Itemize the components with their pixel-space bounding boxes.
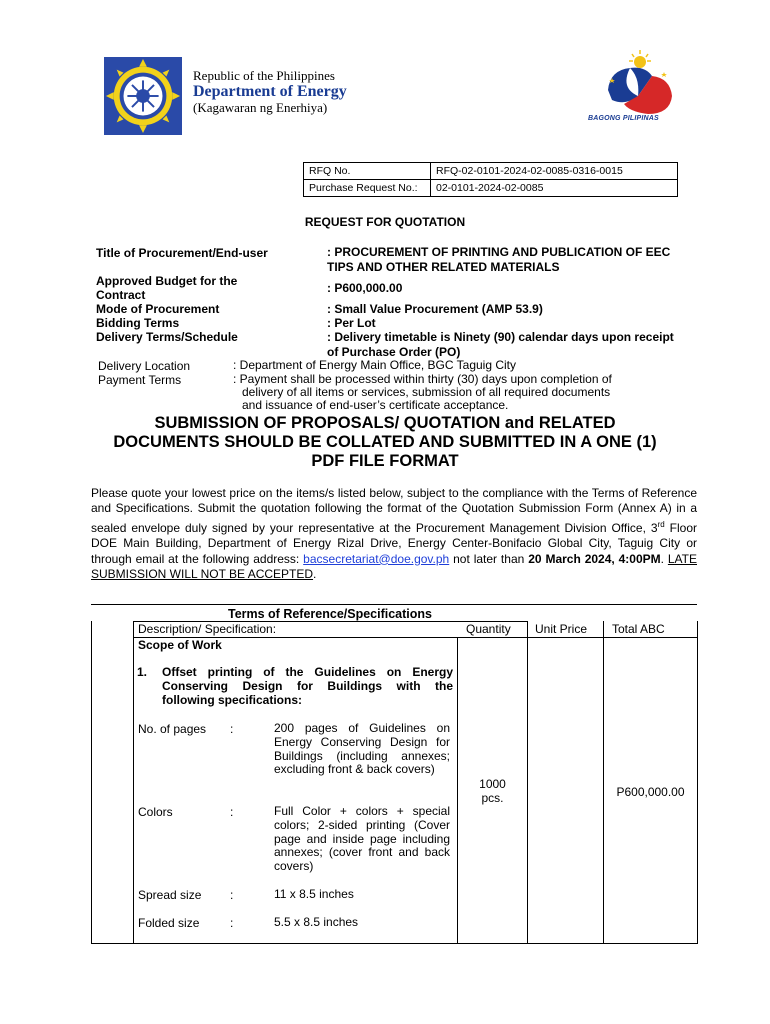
- instructions-part1: Please quote your lowest price on the items/s listed below, subject to the compliance with the Terms of Reference and Specifications. Submit the quotation following the format of the Quotation Submission Form (Annex A) in a sealed envelope duly signed by your representative at the Procurement Management Division Office, 3: [91, 486, 697, 535]
- kagawaran-label: (Kagawaran ng Enerhiya): [193, 100, 328, 115]
- page-title: REQUEST FOR QUOTATION: [304, 215, 466, 229]
- payment-terms-label: Payment Terms: [98, 373, 182, 387]
- instructions-part4: .: [660, 551, 668, 566]
- payment-terms-line2: delivery of all items or services, submission of all required documents: [242, 385, 611, 399]
- header-quantity: Quantity: [466, 622, 511, 636]
- mode-of-procurement-label: Mode of Procurement: [96, 302, 220, 316]
- delivery-terms-value: : Delivery timetable is Ninety (90) calendar days upon receipt of Purchase Order (PO): [327, 330, 674, 359]
- payment-terms-line3: and issuance of end-user’s certificate acceptance.: [242, 398, 509, 412]
- republic-label: Republic of the Philippines: [193, 68, 335, 83]
- total-abc-value: P600,000.00: [616, 785, 685, 799]
- spec-value-folded: 5.5 x 8.5 inches: [274, 915, 359, 929]
- rfq-number-label: RFQ No.: [304, 163, 431, 180]
- table-top-rule: [91, 604, 697, 605]
- submission-notice: [0, 414, 770, 471]
- abc-label-line2: Contract: [96, 288, 146, 302]
- title-of-procurement-value: : PROCUREMENT OF PRINTING AND PUBLICATION OF EEC TIPS AND OTHER RELATED MATERIALS: [327, 245, 671, 274]
- payment-terms-line1: : Payment shall be processed within thirty (30) days upon completion of: [233, 372, 612, 386]
- quantity-unit: pcs.: [481, 791, 504, 805]
- spec-colon-folded: :: [230, 916, 234, 930]
- table-quantity-right-border: [527, 621, 528, 944]
- header-unit-price: Unit Price: [535, 622, 588, 636]
- table-desc-left-border: [133, 621, 134, 944]
- bagong-pilipinas-label: BAGONG PILIPINAS: [588, 115, 659, 122]
- submission-line3: PDF FILE FORMAT: [311, 452, 459, 470]
- payment-terms-value: [233, 373, 693, 412]
- bidding-terms-label: Bidding Terms: [96, 316, 180, 330]
- spec-label-colors: Colors: [138, 805, 173, 819]
- spec-label-folded: Folded size: [138, 916, 200, 930]
- delivery-terms-label: Delivery Terms/Schedule: [96, 330, 238, 344]
- spec-value-colors: Full Color + colors + special colors; 2-sided printing (Cover page and inside page including annexes; (cover front and back covers): [274, 804, 450, 874]
- late-submission-notice: LATE SUBMISSION WILL NOT BE ACCEPTED: [91, 551, 697, 582]
- rfq-number-row: [304, 163, 678, 180]
- spec-colon-colors: :: [230, 805, 234, 819]
- header-total-abc: Total ABC: [612, 622, 665, 636]
- spec-colon-pages: :: [230, 722, 234, 736]
- scope-of-work-heading: Scope of Work: [138, 638, 222, 652]
- doe-seal-logo: [104, 57, 182, 135]
- table-unitprice-right-border: [603, 621, 604, 944]
- submission-line1: SUBMISSION OF PROPOSALS/ QUOTATION and RELATED: [154, 414, 616, 432]
- abc-value: : P600,000.00: [327, 281, 403, 295]
- spec-label-spread: Spread size: [138, 888, 202, 902]
- spec-value-pages: 200 pages of Guidelines on Energy Conserving Design for Buildings (including annexes; excluding front & back covers): [274, 721, 450, 777]
- item-one: [137, 666, 453, 707]
- instructions-paragraph: [91, 486, 697, 582]
- table-bottom-rule: [91, 943, 697, 944]
- table-right-border: [697, 621, 698, 944]
- header-description: Description/ Specification:: [138, 622, 277, 636]
- bidding-terms-value: : Per Lot: [327, 316, 376, 330]
- mode-of-procurement-value: : Small Value Procurement (AMP 53.9): [327, 302, 543, 316]
- instructions-part5: .: [313, 567, 317, 582]
- quantity-value: 1000: [479, 777, 506, 791]
- abc-label-line1: Approved Budget for the: [96, 274, 238, 288]
- quantity-cell: [458, 777, 527, 805]
- tor-table-title: Terms of Reference/Specifications: [227, 607, 432, 621]
- title-of-procurement-label: Title of Procurement/End-user: [96, 246, 268, 260]
- purchase-request-row: [304, 180, 678, 197]
- purchase-request-value: 02-0101-2024-02-0085: [431, 180, 678, 197]
- spec-label-pages: No. of pages: [138, 722, 207, 736]
- rfq-number-value: RFQ-02-0101-2024-02-0085-0316-0015: [431, 163, 678, 180]
- department-name: Department of Energy: [193, 83, 347, 100]
- submission-line2: DOCUMENTS SHOULD BE COLLATED AND SUBMITTED IN A ONE (1): [113, 433, 657, 451]
- instructions-part2: Floor DOE Main Building, Department of Energy Rizal Drive, Energy Center-Bonifacio Global City, Taguig City or through email at the following address:: [91, 520, 697, 566]
- delivery-location-label: Delivery Location: [98, 359, 191, 373]
- item-one-text: Offset printing of the Guidelines on Energy Conserving Design for Buildings with the following specifications:: [162, 665, 453, 707]
- deadline-text: 20 March 2024, 4:00PM: [528, 551, 661, 566]
- item-one-number: 1.: [137, 665, 148, 679]
- rfq-info-table: [303, 162, 678, 197]
- instructions-superscript: rd: [657, 519, 665, 529]
- spec-colon-spread: :: [230, 888, 234, 902]
- delivery-location-value: : Department of Energy Main Office, BGC Taguig City: [233, 358, 517, 372]
- spec-value-spread: 11 x 8.5 inches: [274, 887, 354, 901]
- purchase-request-label: Purchase Request No.:: [304, 180, 431, 197]
- instructions-part3: not later than: [449, 551, 529, 566]
- table-left-border: [91, 621, 92, 944]
- email-link[interactable]: bacsecretariat@doe.gov.ph: [303, 551, 450, 566]
